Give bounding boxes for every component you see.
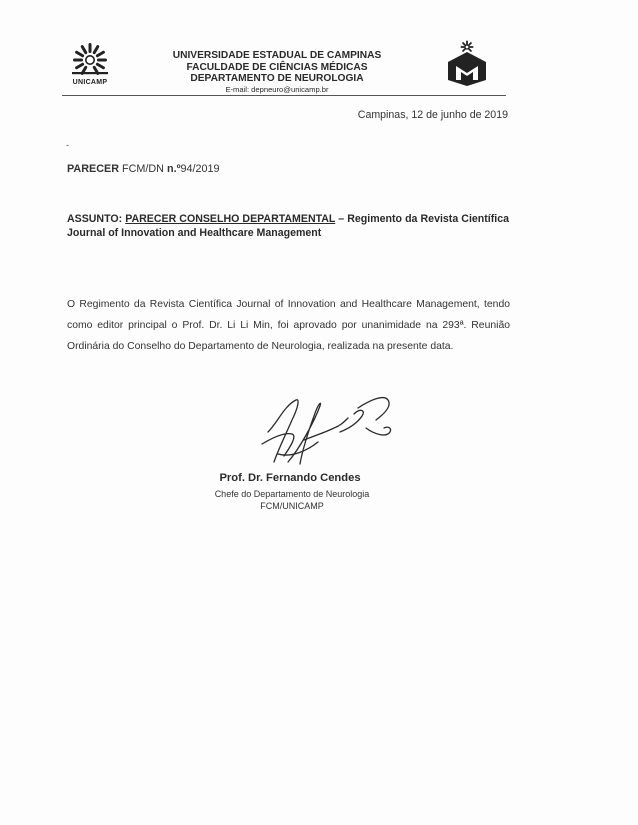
- document-date: Campinas, 12 de junho de 2019: [357, 109, 508, 121]
- university-name: UNIVERSIDADE ESTADUAL DE CAMPINAS: [172, 50, 382, 61]
- signatory-name: Prof. Dr. Fernando Cendes: [219, 472, 361, 484]
- faculty-name: FACULDADE DE CIÊNCIAS MÉDICAS: [186, 61, 368, 73]
- fcm-emblem-icon: [444, 40, 490, 86]
- stray-mark: -: [66, 140, 69, 150]
- subject-line: [67, 212, 509, 240]
- signatory-organization: FCM/UNICAMP: [260, 501, 324, 511]
- subject-title: PARECER CONSELHO DEPARTAMENTAL: [125, 213, 336, 225]
- handwritten-signature: [248, 392, 398, 482]
- signatory-title: Chefe do Departamento de Neurologia: [214, 489, 370, 499]
- body-paragraph: O Regimento da Revista Científica Journal of Innovation and Healthcare Management, tendo como editor principal o Prof. Dr. Li Li Min, foi aprovado por unanimidade na 293ª. Reunião Ordinária do Conselho do Departamento de Neurologia, realizada na presente data.: [67, 299, 510, 352]
- parecer-number: 94/2019: [180, 163, 220, 175]
- parecer-label: PARECER: [67, 163, 119, 175]
- signature-scribble-icon: [248, 392, 398, 482]
- unicamp-emblem-icon: [68, 42, 112, 78]
- department-name: DEPARTAMENTO DE NEUROLOGIA: [190, 73, 364, 84]
- parecer-unit: FCM/DN: [122, 163, 164, 175]
- department-email: E-mail: depneuro@unicamp.br: [225, 84, 329, 94]
- parecer-reference: [67, 163, 220, 175]
- fcm-logo: [444, 40, 490, 86]
- header-divider: [62, 95, 506, 96]
- letterhead: [150, 50, 404, 95]
- subject-description: – Regimento da Revista Científica Journal of Innovation and Healthcare Management: [67, 213, 509, 239]
- subject-label: ASSUNTO:: [67, 213, 123, 225]
- parecer-number-label: n.º: [166, 163, 181, 175]
- signatory-block: [170, 488, 414, 512]
- unicamp-logo: [64, 42, 116, 92]
- unicamp-logo-text: UNICAMP: [72, 79, 108, 86]
